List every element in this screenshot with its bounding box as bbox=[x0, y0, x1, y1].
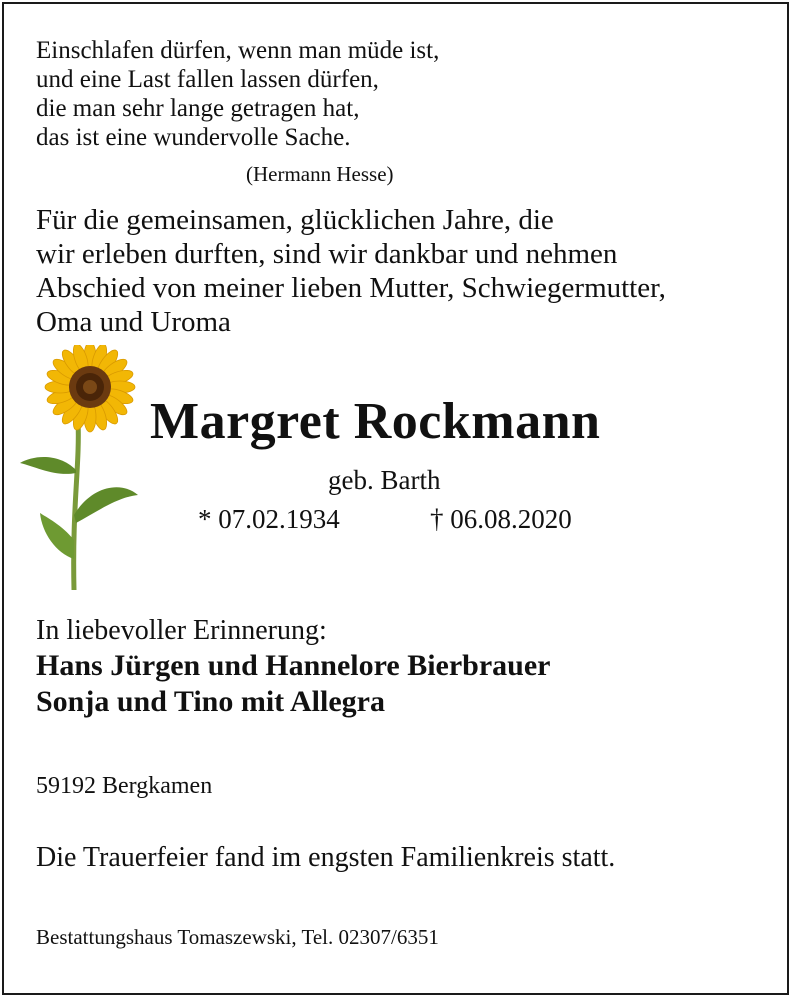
poem-line: das ist eine wundervolle Sache. bbox=[36, 124, 351, 151]
deceased-name: Margret Rockmann bbox=[150, 393, 601, 450]
intro-line: Oma und Uroma bbox=[36, 306, 231, 338]
mourners-list bbox=[36, 648, 550, 720]
poem-author: (Hermann Hesse) bbox=[246, 162, 394, 186]
mourner-line: Hans Jürgen und Hannelore Bierbrauer bbox=[36, 649, 551, 682]
sunflower-icon bbox=[14, 345, 144, 595]
intro-line: Abschied von meiner lieben Mutter, Schwiegermutter, bbox=[36, 272, 666, 304]
birth-date: * 07.02.1934 bbox=[198, 504, 340, 534]
undertaker-contact: Bestattungshaus Tomaszewski, Tel. 02307/6351 bbox=[36, 925, 439, 949]
intro-text bbox=[36, 203, 666, 339]
place: 59192 Bergkamen bbox=[36, 773, 213, 799]
ceremony-note: Die Trauerfeier fand im engsten Familienkreis statt. bbox=[36, 842, 616, 873]
poem-line: Einschlafen dürfen, wenn man müde ist, bbox=[36, 37, 440, 64]
memory-intro: In liebevoller Erinnerung: bbox=[36, 615, 327, 646]
death-date: † 06.08.2020 bbox=[430, 504, 572, 534]
poem-line: und eine Last fallen lassen dürfen, bbox=[36, 66, 379, 93]
poem bbox=[36, 36, 439, 152]
mourner-line: Sonja und Tino mit Allegra bbox=[36, 685, 385, 718]
intro-line: Für die gemeinsamen, glücklichen Jahre, die bbox=[36, 204, 554, 236]
poem-line: die man sehr lange getragen hat, bbox=[36, 95, 360, 122]
intro-line: wir erleben durften, sind wir dankbar und nehmen bbox=[36, 238, 618, 270]
maiden-name: geb. Barth bbox=[328, 465, 441, 495]
